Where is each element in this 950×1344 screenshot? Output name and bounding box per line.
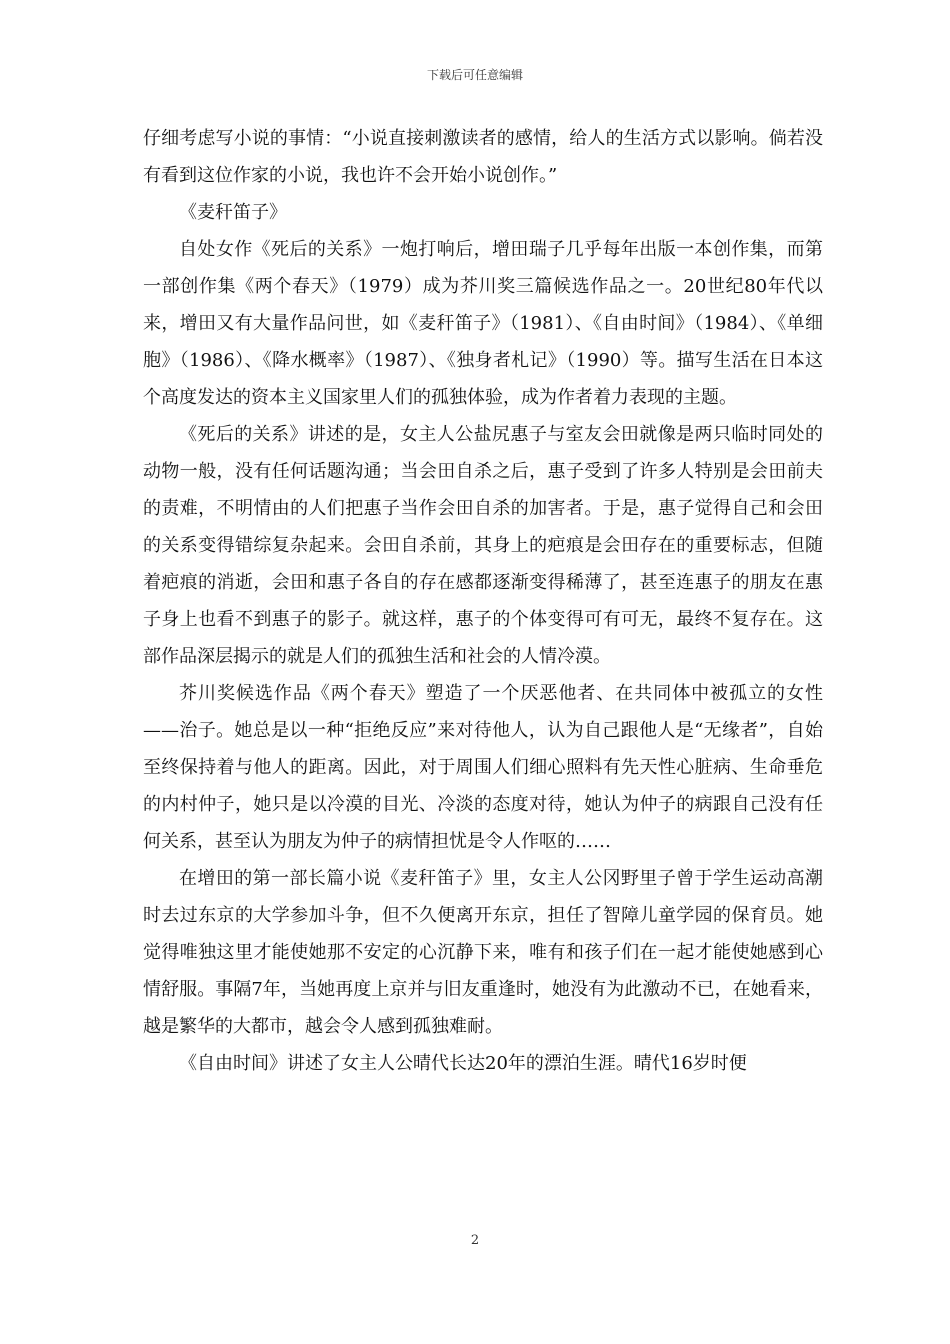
document-body bbox=[143, 120, 823, 1082]
paragraph: 在增田的第一部长篇小说《麦秆笛子》里，女主人公冈野里子曾于学生运动高潮时去过东京的大学参加斗争，但不久便离开东京，担任了智障儿童学园的保育员。她觉得唯独这里才能使她那不安定的心沉静下来，唯有和孩子们在一起才能使她感到心情舒服。事隔7年，当她再度上京并与旧友重逢时，她没有为此激动不已，在她看来，越是繁华的大都市，越会令人感到孤独难耐。 bbox=[143, 868, 823, 1037]
paragraph: 自处女作《死后的关系》一炮打响后，增田瑞子几乎每年出版一本创作集，而第一部创作集《两个春天》（1979）成为芥川奖三篇候选作品之一。20世纪80年代以来，增田又有大量作品问世，如《麦秆笛子》（1981）、《自由时间》（1984）、《单细胞》（1986）、《降水概率》（1987）、《独身者札记》（1990）等。描写生活在日本这个高度发达的资本主义国家里人们的孤独体验，成为作者着力表现的主题。 bbox=[143, 239, 823, 408]
page-header: 下载后可任意编辑 bbox=[426, 68, 523, 82]
page-number: 2 bbox=[470, 1233, 480, 1248]
paragraph: 《死后的关系》讲述的是，女主人公盐尻惠子与室友会田就像是两只临时同处的动物一般，没有任何话题沟通；当会田自杀之后，惠子受到了许多人特别是会田前夫的责难，不明情由的人们把惠子当作会田自杀的加害者。于是，惠子觉得自己和会田的关系变得错综复杂起来。会田自杀前，其身上的疤痕是会田存在的重要标志，但随着疤痕的消逝，会田和惠子各自的存在感都逐渐变得稀薄了，甚至连惠子的朋友在惠子身上也看不到惠子的影子。就这样，惠子的个体变得可有可无，最终不复存在。这部作品深层揭示的就是人们的孤独生活和社会的人情冷漠。 bbox=[143, 424, 823, 667]
paragraph-continued: 仔细考虑写小说的事情：“小说直接刺激读者的感情，给人的生活方式以影响。倘若没有看到这位作家的小说，我也许不会开始小说创作。” bbox=[143, 128, 823, 186]
paragraph: 《自由时间》讲述了女主人公晴代长达20年的漂泊生涯。晴代16岁时便 bbox=[179, 1053, 747, 1074]
section-heading: 《麦秆笛子》 bbox=[179, 202, 287, 223]
paragraph: 芥川奖候选作品《两个春天》塑造了一个厌恶他者、在共同体中被孤立的女性——治子。她总是以一种“拒绝反应”来对待他人，认为自己跟他人是“无缘者”，自始至终保持着与他人的距离。因此，对于周围人们细心照料有先天性心脏病、生命垂危的内村仲子，她只是以冷漠的目光、冷淡的态度对待，她认为仲子的病跟自己没有任何关系，甚至认为朋友为仲子的病情担忧是令人作呕的…… bbox=[143, 683, 823, 852]
